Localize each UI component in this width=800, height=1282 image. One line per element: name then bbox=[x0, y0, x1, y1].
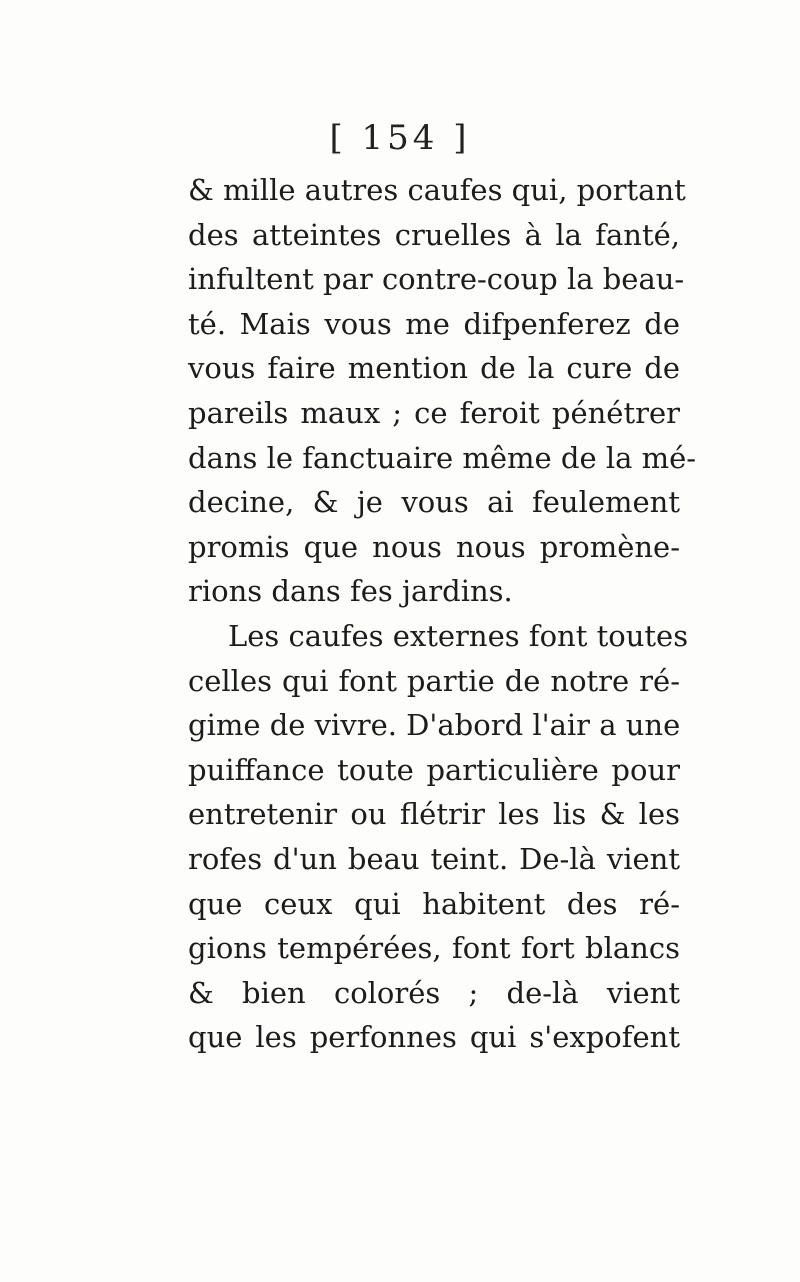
text-line: decine, & je vous ai feulement bbox=[188, 485, 680, 520]
text-line: celles qui font partie de notre ré- bbox=[188, 663, 680, 698]
text-line: & mille autres caufes qui, portant bbox=[188, 173, 686, 207]
text-line: dans le fanctuaire même de la mé- bbox=[188, 440, 697, 475]
text-line: vous faire mention de la cure de bbox=[188, 351, 680, 386]
page-number: [ 154 ] bbox=[329, 118, 471, 158]
text-line: des atteintes cruelles à la fanté, bbox=[188, 217, 680, 252]
text-line: infultent par contre-coup la beau- bbox=[188, 262, 685, 297]
text-line: promis que nous nous promène- bbox=[188, 529, 680, 564]
text-line: pareils maux ; ce feroit pénétrer bbox=[188, 395, 680, 430]
text-line: gions tempérées, font fort blancs bbox=[188, 931, 680, 966]
text-line: Les caufes externes font toutes bbox=[228, 618, 689, 653]
text-line: té. Mais vous me difpenferez de bbox=[188, 306, 680, 341]
text-line: que les perfonnes qui s'expofent bbox=[188, 1020, 680, 1055]
text-line: & bien colorés ; de-là vient bbox=[188, 975, 680, 1010]
text-line: gime de vivre. D'abord l'air a une bbox=[188, 708, 681, 743]
text-line: entretenir ou flétrir les lis & les bbox=[188, 797, 680, 832]
text-line: que ceux qui habitent des ré- bbox=[188, 886, 680, 921]
text-line: puiffance toute particulière pour bbox=[188, 752, 680, 787]
text-line: rions dans fes jardins. bbox=[188, 574, 513, 609]
text-line: rofes d'un beau teint. De-là vient bbox=[188, 841, 680, 876]
page-text bbox=[188, 168, 697, 1060]
